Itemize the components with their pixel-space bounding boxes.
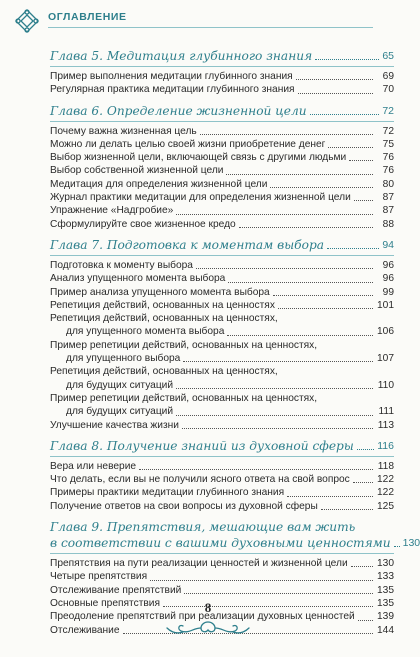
dot-leader [328, 147, 373, 148]
dot-leader [273, 295, 373, 296]
toc-entry [50, 178, 394, 191]
dot-leader [226, 174, 373, 175]
chapter-page-number: 72 [382, 104, 394, 117]
entry-title: Выбор собственной жизненной цели [50, 165, 224, 177]
entry-title: Препятствия на пути реализации ценностей и жизненной цели [50, 558, 348, 570]
dot-leader [183, 361, 373, 362]
chapter-heading-row [50, 535, 420, 551]
entry-title: Регулярная практика медитации глубинного знания [50, 84, 295, 96]
toc-entry [50, 419, 394, 432]
entry-page-number: 99 [382, 286, 394, 298]
entry-title: Репетиция действий, основанных на ценностях, [50, 313, 278, 325]
table-of-contents [50, 48, 420, 643]
toc-entry [50, 151, 394, 164]
toc-entry [50, 299, 394, 312]
entry-page-number: 107 [377, 353, 394, 365]
entry-page-number: 122 [377, 487, 394, 499]
entry-title: Анализ упущенного момента выбора [50, 273, 226, 285]
entry-title: Пример репетиции действий, основанных на ценностях, [50, 339, 318, 351]
toc-entry [50, 486, 394, 499]
toc-entry [50, 138, 394, 151]
chapter-page-number: 130 [402, 537, 420, 550]
entry-title-continued: для будущих ситуаций [66, 406, 174, 418]
entry-page-number: 133 [377, 571, 394, 583]
entry-page-number: 118 [377, 460, 394, 472]
dot-leader [310, 114, 380, 115]
toc-entry [50, 272, 394, 285]
toc-entry [50, 164, 394, 177]
toc-entry [50, 405, 394, 418]
entry-page-number: 76 [382, 165, 394, 177]
entry-page-number: 96 [382, 259, 394, 271]
toc-entry [50, 191, 394, 204]
chapter-block [50, 48, 394, 97]
entry-title: Выбор жизненной цели, включающей связь с другими людьми [50, 152, 347, 164]
dot-leader [351, 566, 373, 567]
dot-leader [227, 335, 373, 336]
dot-leader [139, 469, 373, 470]
dot-leader [184, 593, 373, 594]
dot-leader [296, 79, 373, 80]
dot-leader [394, 546, 400, 547]
toc-entry [50, 557, 394, 570]
toc-entry [50, 379, 394, 392]
toc-entry [50, 570, 394, 583]
chapter-heading-row [50, 103, 394, 119]
chapter-divider [50, 121, 394, 122]
entry-page-number: 80 [382, 178, 394, 190]
entry-page-number: 110 [377, 379, 394, 391]
entry-title: Можно ли делать целью своей жизни приобретение денег [50, 138, 326, 150]
toc-entry [50, 352, 394, 365]
entry-title: Журнал практики медитации для определения жизненной цели [50, 192, 351, 204]
dot-leader [287, 496, 373, 497]
chapter-page-number: 65 [382, 50, 394, 62]
entry-title: Упражнение «Надгробие» [50, 205, 174, 217]
entry-page-number: 111 [378, 406, 394, 418]
entry-page-number: 76 [382, 152, 394, 164]
toc-entry [50, 325, 394, 338]
dot-leader [176, 388, 373, 389]
dot-leader [315, 59, 379, 60]
dot-leader [354, 200, 373, 201]
entry-title: Пример анализа упущенного момента выбора [50, 286, 270, 298]
entry-page-number: 125 [377, 500, 394, 512]
toc-entry [50, 218, 394, 231]
dot-leader [321, 509, 373, 510]
entry-page-number: 144 [377, 624, 394, 636]
chapter-title: Глава 5. Медитация глубинного знания [50, 49, 313, 63]
entry-page-number: 87 [382, 205, 394, 217]
page-number: 8 [204, 600, 212, 615]
toc-entry [50, 584, 394, 597]
entry-title: Четыре препятствия [50, 571, 148, 583]
entry-title: Пример репетиции действий, основанных на ценностях, [50, 392, 318, 404]
dot-leader [278, 308, 373, 309]
toc-entry [50, 125, 394, 138]
chapter-title: Глава 9. Препятствия, мешающие вам жить [50, 520, 356, 535]
chapter-heading-row [50, 237, 394, 253]
entry-page-number: 135 [377, 597, 394, 609]
entry-title: Примеры практики медитации глубинного знания [50, 487, 285, 499]
toc-entry [50, 259, 394, 272]
chapter-page-number: 116 [377, 439, 394, 452]
dot-leader [196, 268, 373, 269]
entry-title: Медитация для определения жизненной цели [50, 178, 268, 190]
chapter-title: Глава 8. Получение знаний из духовной сферы [50, 438, 354, 453]
chapter-divider [50, 553, 394, 554]
chapter-title: Глава 7. Подготовка к моментам выбора [50, 237, 325, 252]
entry-title-continued: для упущенного момента выбора [66, 326, 225, 338]
chapter-block [50, 237, 394, 432]
dot-leader [200, 134, 373, 135]
dot-leader [176, 415, 373, 416]
entry-page-number: 70 [382, 84, 394, 96]
entry-page-number: 69 [382, 71, 394, 82]
toc-entry [50, 500, 394, 513]
chapter-block [50, 103, 394, 231]
chapter-divider [50, 66, 394, 67]
entry-page-number: 87 [382, 192, 394, 204]
toc-entry [50, 286, 394, 299]
chapter-page-number: 94 [382, 238, 394, 251]
entry-title: Отслеживание препятствий [50, 584, 182, 596]
entry-page-number: 106 [377, 326, 394, 338]
entry-page-number: 113 [377, 419, 394, 431]
entry-title-continued: для упущенного выбора [66, 353, 181, 365]
entry-title: Вера или неверие [50, 460, 137, 472]
toc-entry [50, 70, 394, 83]
entry-title: Репетиция действий, основанных на ценностях [50, 299, 275, 311]
dot-leader [357, 449, 374, 450]
dot-leader [176, 214, 373, 215]
header-divider [48, 27, 373, 28]
page-title: ОГЛАВЛЕНИЕ [48, 11, 127, 23]
entry-page-number: 72 [382, 125, 394, 137]
entry-page-number: 130 [377, 558, 394, 570]
toc-entry [50, 473, 394, 486]
entry-title: Улучшение качества жизни [50, 419, 179, 431]
dot-leader [228, 282, 373, 283]
chapter-heading-row [50, 438, 394, 454]
dot-leader [182, 428, 373, 429]
entry-title: Репетиция действий, основанных на ценностях, [50, 366, 278, 378]
entry-page-number: 122 [377, 474, 394, 486]
dot-leader [349, 160, 373, 161]
entry-title: Основные препятствия [50, 597, 160, 609]
entry-title: Отслеживание [50, 624, 120, 636]
page-footer [0, 600, 416, 638]
entry-title: Получение ответов на свои вопросы из духовной сферы [50, 500, 318, 512]
dot-leader [298, 93, 373, 94]
dot-leader [239, 227, 373, 228]
chapter-heading-row [50, 48, 394, 64]
entry-title: Сформулируйте свое жизненное кредо [50, 218, 236, 230]
dot-leader [327, 248, 379, 249]
entry-title-continued: для будущих ситуаций [66, 379, 174, 391]
entry-page-number: 75 [382, 138, 394, 150]
dot-leader [353, 482, 373, 483]
chapter-divider [50, 456, 394, 457]
scroll-flourish-ornament-icon [163, 618, 253, 638]
dot-leader [150, 580, 373, 581]
toc-entry [50, 460, 394, 473]
entry-title: Подготовка к моменту выбора [50, 259, 193, 271]
entry-title: Почему важна жизненная цель [50, 125, 197, 137]
diamond-knot-ornament-icon [14, 8, 40, 34]
entry-page-number: 96 [382, 273, 394, 285]
chapter-title: в соответствии с вашими духовными ценностями [50, 536, 391, 551]
chapter-title: Глава 6. Определение жизненной цели [50, 103, 307, 118]
toc-entry [50, 204, 394, 217]
chapter-divider [50, 255, 394, 256]
toc-entry [50, 83, 394, 96]
entry-page-number: 101 [377, 299, 394, 311]
chapter-block [50, 438, 394, 513]
entry-title: Пример выполнения медитации глубинного знания [50, 71, 293, 82]
entry-page-number: 135 [377, 584, 394, 596]
entry-title: Что делать, если вы не получили ясного ответа на свой вопрос [50, 474, 350, 486]
entry-page-number: 139 [377, 611, 394, 623]
entry-page-number: 88 [382, 218, 394, 230]
dot-leader [270, 187, 373, 188]
entry-title: Преодоление препятствий при реализации духовных ценностей [50, 611, 355, 623]
